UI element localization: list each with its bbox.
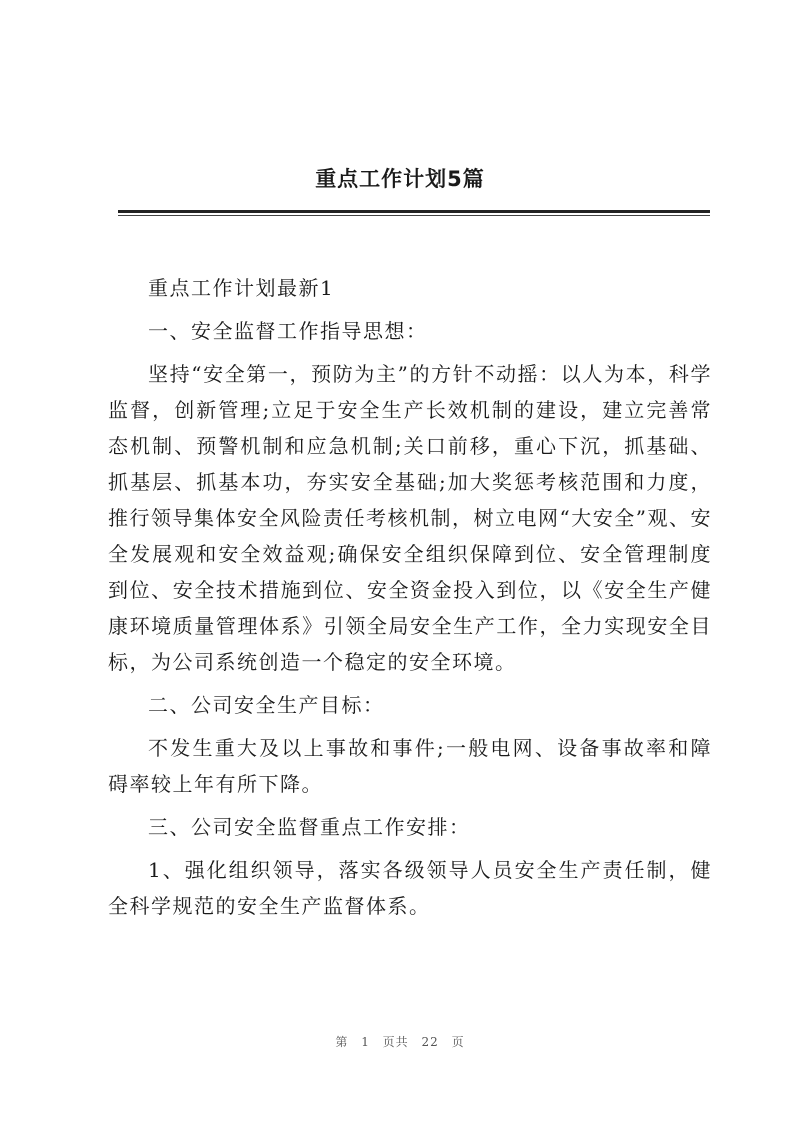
paragraph: 坚持“安全第一，预防为主”的方针不动摇：以人为本，科学监督，创新管理;立足于安全生产长效机制的建设，建立完善常态机制、预警机制和应急机制;关口前移，重心下沉，抓基础、抓基层、抓基本功，夯实安全基础;加大奖惩考核范围和力度，推行领导集体安全风险责任考核机制，树立电网“大安全”观、安全发展观和安全效益观;确保安全组织保障到位、安全管理制度到位、安全技术措施到位、安全资金投入到位，以《安全生产健康环境质量管理体系》引领全局安全生产工作，全力实现安全目标，为公司系统创造一个稳定的安全环境。 [108,362,712,674]
document-title: 重点工作计划5篇 [315,167,485,191]
paragraph: 1、强化组织领导，落实各级领导人员安全生产责任制，健全科学规范的安全生产监督体系。 [108,858,712,918]
paragraph: 不发生重大及以上事故和事件;一般电网、设备事故率和障碍率较上年有所下降。 [108,736,712,796]
paragraph: 重点工作计划最新1 [148,276,335,300]
title-divider [118,210,710,213]
paragraph: 二、公司安全生产目标： [148,693,385,717]
paragraph: 三、公司安全监督重点工作安排： [148,815,471,839]
title-divider-thin [118,215,710,216]
document-body [108,270,712,931]
paragraph: 一、安全监督工作指导思想： [148,319,428,343]
page-footer: 第 1 页共 22 页 [335,1035,465,1049]
